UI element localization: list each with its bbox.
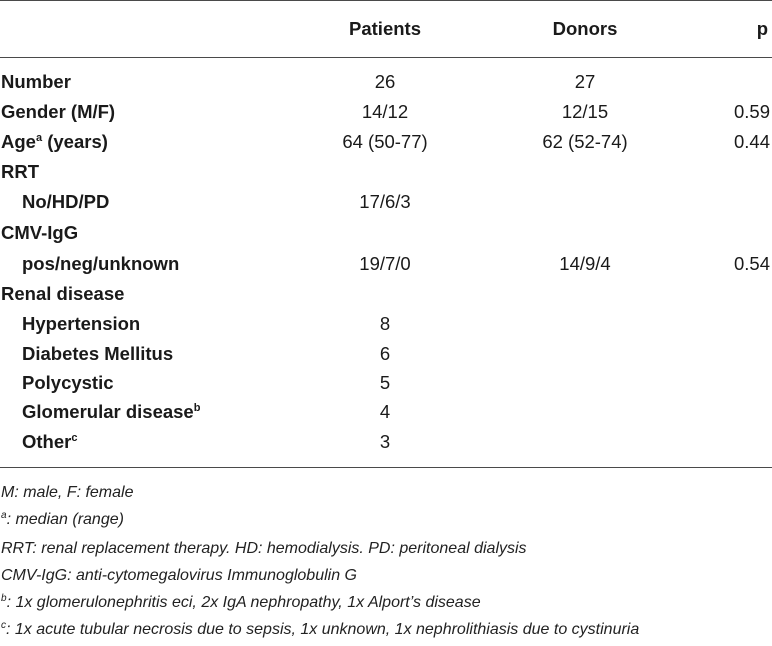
patients-value: 4 xyxy=(379,401,391,422)
donors-value: 27 xyxy=(574,71,596,92)
footnote-rrt: RRT: renal replacement therapy. HD: hemodialysis. PD: peritoneal dialysis xyxy=(1,540,527,557)
donors-value: 62 (52-74) xyxy=(542,131,628,152)
patients-value: 17/6/3 xyxy=(359,191,411,212)
row-label: Gender (M/F) xyxy=(1,101,116,122)
header-p: p xyxy=(756,18,768,39)
row-label: No/HD/PD xyxy=(22,191,110,212)
patients-value: 5 xyxy=(379,372,391,393)
donors-value: 14/9/4 xyxy=(559,253,611,274)
header-donors: Donors xyxy=(552,18,618,39)
top-rule xyxy=(0,0,772,1)
row-label: Glomerular disease$^b$ xyxy=(22,401,201,422)
footnote-marker: c xyxy=(71,432,78,444)
row-label: RRT xyxy=(1,161,40,182)
footnote-cmv: CMV-IgG: anti-cytomegalovirus Immunoglobulin G xyxy=(1,567,357,584)
footnote-marker: a xyxy=(35,132,43,144)
row-label: pos/neg/unknown xyxy=(22,253,180,274)
row-label: Hypertension xyxy=(22,313,141,334)
row-label: Other$^c$ xyxy=(22,431,78,452)
p-value: 0.44 xyxy=(733,131,770,152)
footnote-a: $^a$: median (range) xyxy=(1,510,124,528)
row-label: Diabetes Mellitus xyxy=(22,343,174,364)
row-label: Renal disease xyxy=(1,283,125,304)
row-label: Age$^a$ (years) xyxy=(1,131,108,152)
patients-value: 14/12 xyxy=(361,101,409,122)
footnote-b: $^b$: 1x glomerulonephritis eci, 2x IgA nephropathy, 1x Alport’s disease xyxy=(1,593,481,611)
footnote-marker: b xyxy=(193,402,201,414)
row-label: Number xyxy=(1,71,71,92)
patients-value: 19/7/0 xyxy=(359,253,411,274)
footnote-gender: M: male, F: female xyxy=(1,484,134,501)
header-patients: Patients xyxy=(349,18,421,39)
patients-value: 3 xyxy=(379,431,391,452)
bottom-rule xyxy=(0,467,772,468)
row-label: CMV-IgG xyxy=(1,222,79,243)
patients-value: 64 (50-77) xyxy=(342,131,428,152)
footnote-c: $^c$: 1x acute tubular necrosis due to sepsis, 1x unknown, 1x nephrolithiasis due to cystinuria xyxy=(1,620,640,638)
p-value: 0.59 xyxy=(733,101,770,122)
patients-value: 6 xyxy=(379,343,391,364)
patients-value: 26 xyxy=(374,71,396,92)
header-rule xyxy=(0,57,772,58)
patients-value: 8 xyxy=(379,313,391,334)
p-value: 0.54 xyxy=(733,253,770,274)
row-label: Polycystic xyxy=(22,372,114,393)
donors-value: 12/15 xyxy=(561,101,609,122)
